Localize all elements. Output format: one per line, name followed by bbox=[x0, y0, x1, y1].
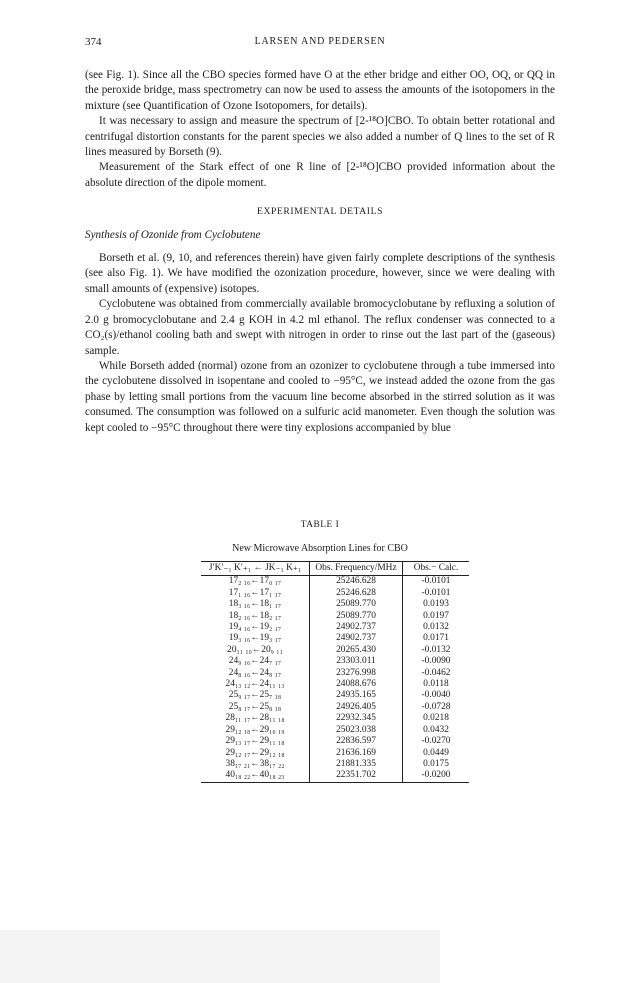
table-row bbox=[201, 576, 469, 588]
subsection-heading: Synthesis of Ozonide from Cyclobutene bbox=[85, 228, 261, 241]
transition-cell: 18₃ ₁₆←18₁ ₁₇ bbox=[201, 599, 310, 610]
residual-cell: 0.0118 bbox=[423, 679, 449, 690]
frequency-cell: 25246.628 bbox=[310, 576, 403, 588]
transition-cell: 29₁₂ ₁₈←29₁₀ ₁₉ bbox=[201, 725, 310, 736]
transition-cell: 18₂ ₁₆←18₂ ₁₇ bbox=[201, 611, 310, 622]
header-frequency: Obs. Frequency/MHz bbox=[310, 562, 403, 576]
frequency-cell: 24926.405 bbox=[310, 702, 403, 713]
frequency-cell: 22932.345 bbox=[310, 713, 403, 724]
frequency-cell: 24902.737 bbox=[310, 622, 403, 633]
page-number: 374 bbox=[85, 36, 102, 48]
frequency-cell: 25246.628 bbox=[310, 588, 403, 599]
table-row bbox=[201, 713, 469, 724]
frequency-cell: 25089.770 bbox=[310, 611, 403, 622]
residual-cell: 0.0175 bbox=[423, 758, 449, 769]
residual-cell: -0.0270 bbox=[421, 736, 451, 747]
transition-cell: 20₁₁ ₁₀←20₉ ₁₁ bbox=[201, 645, 310, 656]
transition-cell: 17₂ ₁₆←17₀ ₁₇ bbox=[201, 576, 310, 588]
transition-cell: 24₁₃ ₁₂←24₁₁ ₁₃ bbox=[201, 679, 310, 690]
residual-cell: 0.0197 bbox=[423, 610, 449, 621]
table-row bbox=[201, 748, 469, 759]
table-row bbox=[201, 656, 469, 667]
transition-cell: 25₈ ₁₇←25₈ ₁₈ bbox=[201, 702, 310, 713]
paragraph: Cyclobutene was obtained from commercially available bromocyclobutane by refluxing a solution of 2.0 g bromocyclobutane and 2.4 g KOH in 4.2 ml ethanol. The reflux condenser was connected to a CO₂(s)/ethanol cooling bath and swept with nitrogen in order to rinse out the last part of the (gaseous) sample. bbox=[85, 298, 555, 357]
frequency-cell: 24088.676 bbox=[310, 679, 403, 690]
table-body bbox=[201, 576, 469, 782]
transition-cell: 25₉ ₁₇←25₇ ₁₈ bbox=[201, 690, 310, 701]
table-row bbox=[201, 759, 469, 770]
transition-cell: 17₁ ₁₆←17₁ ₁₇ bbox=[201, 588, 310, 599]
table-label: TABLE I bbox=[300, 520, 340, 530]
frequency-cell: 25023.038 bbox=[310, 725, 403, 736]
frequency-cell: 23276.998 bbox=[310, 668, 403, 679]
body-text bbox=[85, 68, 555, 436]
table-row bbox=[201, 588, 469, 599]
data-table bbox=[201, 561, 469, 783]
residual-cell: -0.0040 bbox=[421, 690, 451, 701]
transition-cell: 29₁₂ ₁₇←29₁₂ ₁₈ bbox=[201, 748, 310, 759]
transition-cell: 29₁₃ ₁₇←29₁₁ ₁₈ bbox=[201, 736, 310, 747]
residual-cell: -0.0462 bbox=[421, 667, 451, 678]
table-row bbox=[201, 633, 469, 644]
frequency-cell: 22836.597 bbox=[310, 736, 403, 747]
residual-cell: -0.0101 bbox=[421, 587, 451, 598]
transition-cell: 19₄ ₁₆←19₂ ₁₇ bbox=[201, 622, 310, 633]
section-heading: EXPERIMENTAL DETAILS bbox=[256, 206, 384, 218]
transition-cell: 28₁₁ ₁₇←28₁₁ ₁₈ bbox=[201, 713, 310, 724]
table-row bbox=[201, 668, 469, 679]
residual-cell: 0.0432 bbox=[423, 724, 449, 735]
header-residual: Obs.− Calc. bbox=[403, 562, 470, 576]
table-row bbox=[201, 690, 469, 701]
transition-cell: 24₈ ₁₆←24₈ ₁₇ bbox=[201, 668, 310, 679]
running-title: LARSEN AND PEDERSEN bbox=[254, 36, 386, 47]
frequency-cell: 22351.702 bbox=[310, 770, 403, 782]
scan-smudge bbox=[0, 930, 440, 983]
table-row bbox=[201, 611, 469, 622]
table-header-row bbox=[201, 562, 469, 576]
table-row bbox=[201, 645, 469, 656]
transition-cell: 24₉ ₁₆←24₇ ₁₇ bbox=[201, 656, 310, 667]
paragraph: It was necessary to assign and measure the spectrum of [2-¹⁸O]CBO. To obtain better rotational and centrifugal distortion constants for the parent species we also added a number of Q lines to the set of R lines measured by Borseth (9). bbox=[85, 115, 555, 159]
transition-cell: 19₃ ₁₆←19₃ ₁₇ bbox=[201, 633, 310, 644]
table-row bbox=[201, 622, 469, 633]
table-row bbox=[201, 725, 469, 736]
residual-cell: -0.0090 bbox=[421, 656, 451, 667]
residual-cell: 0.0193 bbox=[423, 599, 449, 610]
table-row bbox=[201, 702, 469, 713]
residual-cell: 0.0449 bbox=[423, 747, 449, 758]
frequency-cell: 25089.770 bbox=[310, 599, 403, 610]
table-row bbox=[201, 679, 469, 690]
table-title: New Microwave Absorption Lines for CBO bbox=[232, 543, 408, 554]
header-transition: J′K′₋₁ K′₊₁ ← JK₋₁ K₊₁ bbox=[201, 562, 310, 576]
residual-cell: -0.0200 bbox=[403, 770, 470, 782]
residual-cell: -0.0132 bbox=[421, 644, 451, 655]
table-row bbox=[201, 770, 469, 782]
frequency-cell: 24935.165 bbox=[310, 690, 403, 701]
page-header bbox=[85, 36, 555, 52]
frequency-cell: 24902.737 bbox=[310, 633, 403, 644]
frequency-cell: 23303.011 bbox=[310, 656, 403, 667]
paragraph: Measurement of the Stark effect of one R line of [2-¹⁸O]CBO provided information about the absolute direction of the dipole moment. bbox=[85, 161, 555, 189]
frequency-cell: 21636.169 bbox=[310, 748, 403, 759]
residual-cell: 0.0218 bbox=[423, 713, 449, 724]
table-row bbox=[201, 599, 469, 610]
paragraph: Borseth et al. (9, 10, and references therein) have given fairly complete descriptions of the synthesis (see also Fig. 1). We have modified the ozonization procedure, however, since we were dealing with small amounts of (expensive) isotopes. bbox=[85, 252, 555, 295]
frequency-cell: 20265.430 bbox=[310, 645, 403, 656]
frequency-cell: 21881.335 bbox=[310, 759, 403, 770]
residual-cell: 0.0132 bbox=[423, 622, 449, 633]
paragraph: (see Fig. 1). Since all the CBO species formed have O at the ether bridge and either OO, OQ, or QQ in the peroxide bridge, mass spectrometry can now be used to assess the amounts of the isotopomers in the mixture (see Quantification of Ozone Isotopomers, for details). bbox=[85, 69, 555, 112]
transition-cell: 38₁₇ ₂₁←38₁₇ ₂₂ bbox=[201, 759, 310, 770]
residual-cell: 0.0171 bbox=[423, 633, 449, 644]
paragraph: While Borseth added (normal) ozone from an ozonizer to cyclobutene through a tube immersed into the cyclobutene dissolved in isopentane and cooled to −95°C, we instead added the ozone from the gas phase by letting small portions from the vacuum line become absorbed in the stirred solution as it was consumed. The consumption was followed on a sulfuric acid manometer. Even though the solution was kept cooled to −95°C throughout there were tiny explosions accompanied by blue bbox=[85, 359, 555, 434]
residual-cell: -0.0728 bbox=[421, 701, 451, 712]
table-row bbox=[201, 736, 469, 747]
transition-cell: 40₁₈ ₂₂←40₁₈ ₂₃ bbox=[201, 770, 310, 782]
residual-cell: -0.0101 bbox=[421, 576, 451, 587]
